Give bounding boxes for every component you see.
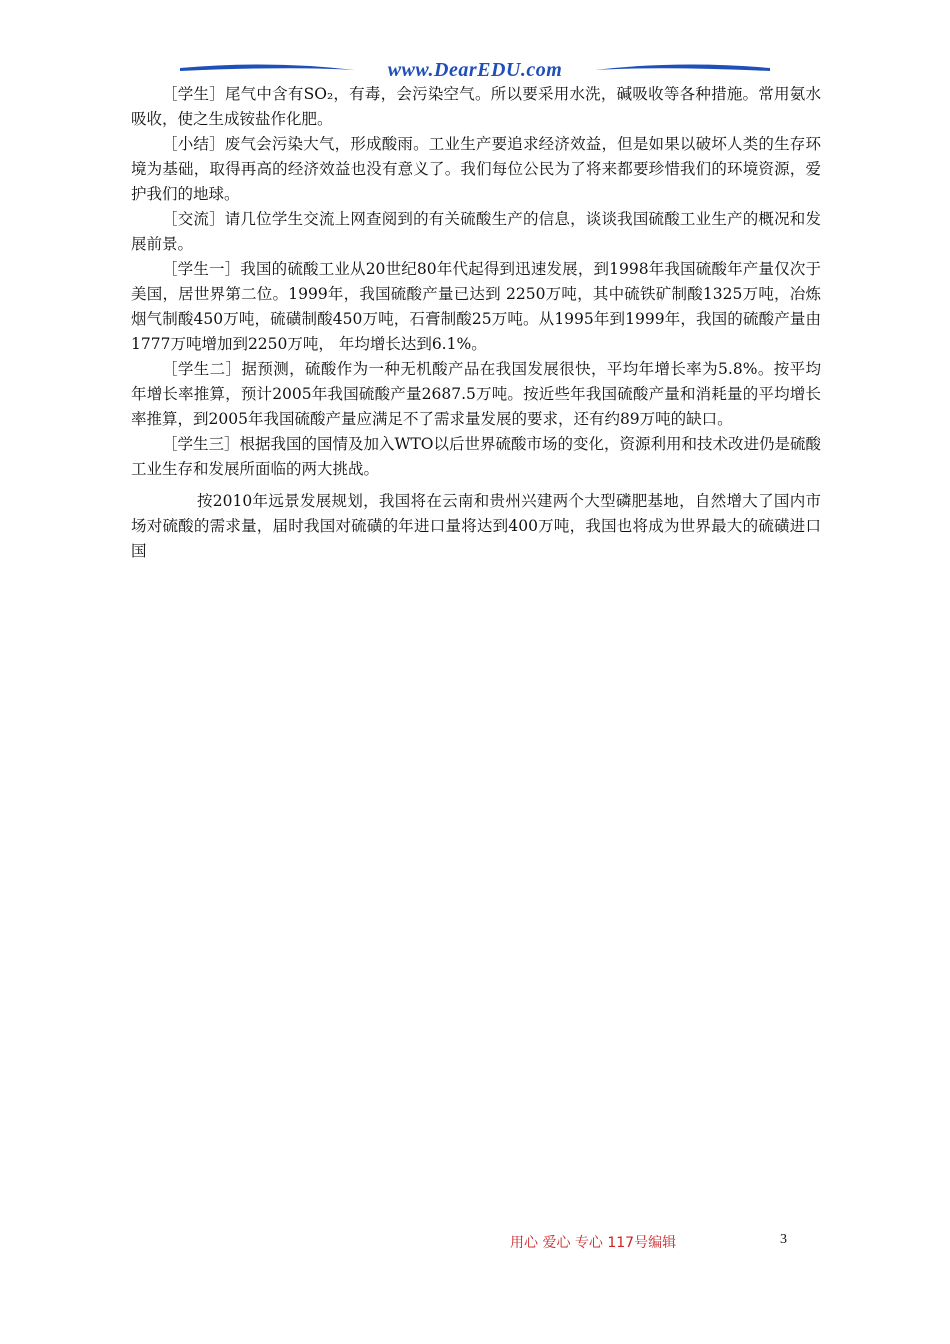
document-body: [131, 82, 821, 564]
paragraph-student-three: ［学生三］根据我国的国情及加入WTO以后世界硫酸市场的变化，资源利用和技术改进仍是硫酸工业生存和发展所面临的两大挑战。: [131, 435, 821, 478]
page-number: 3: [780, 1232, 787, 1247]
footer-slogan: 用心 爱心 专心 117号编辑: [510, 1235, 677, 1251]
paragraph-student-two: ［学生二］据预测，硫酸作为一种无机酸产品在我国发展很快，平均年增长率为5.8%。按平均年增长率推算，预计2005年我国硫酸产量2687.5万吨。按近些年我国硫酸产量和消耗量的平均增长率推算，到2005年我国硫酸产量应满足不了需求量发展的要求，还有约89万吨的缺口。: [131, 360, 821, 428]
paragraph-student-one: ［学生一］我国的硫酸工业从20世纪80年代起得到迅速发展，到1998年我国硫酸年产量仅次于美国，居世界第二位。1999年，我国硫酸产量已达到 2250万吨，其中硫铁矿制酸1325万吨，冶炼烟气制酸450万吨，硫磺制酸450万吨，石膏制酸25万吨。从1995年到1999年，我国的硫酸产量由1777万吨增加到2250万吨， 年均增长达到6.1%。: [131, 260, 821, 353]
site-name[interactable]: www.DearEDU.com: [387, 59, 563, 81]
paragraph-plan-2010: 按2010年远景发展规划，我国将在云南和贵州兴建两个大型磷肥基地，自然增大了国内市场对硫酸的需求量，届时我国对硫磺的年进口量将达到400万吨，我国也将成为世界最大的硫磺进口国: [131, 492, 821, 560]
page-header: [180, 54, 770, 84]
paragraph-summary: ［小结］废气会污染大气，形成酸雨。工业生产要追求经济效益，但是如果以破坏人类的生存环境为基础，取得再高的经济效益也没有意义了。我们每位公民为了将来都要珍惜我们的环境资源，爱护我们的地球。: [131, 135, 821, 203]
paragraph-student-answer: ［学生］尾气中含有SO₂，有毒，会污染空气。所以要采用水洗，碱吸收等各种措施。常用氨水吸收，使之生成铵盐作化肥。: [131, 85, 821, 128]
paragraph-exchange: ［交流］请几位学生交流上网查阅到的有关硫酸生产的信息，谈谈我国硫酸工业生产的概况和发展前景。: [131, 210, 821, 253]
